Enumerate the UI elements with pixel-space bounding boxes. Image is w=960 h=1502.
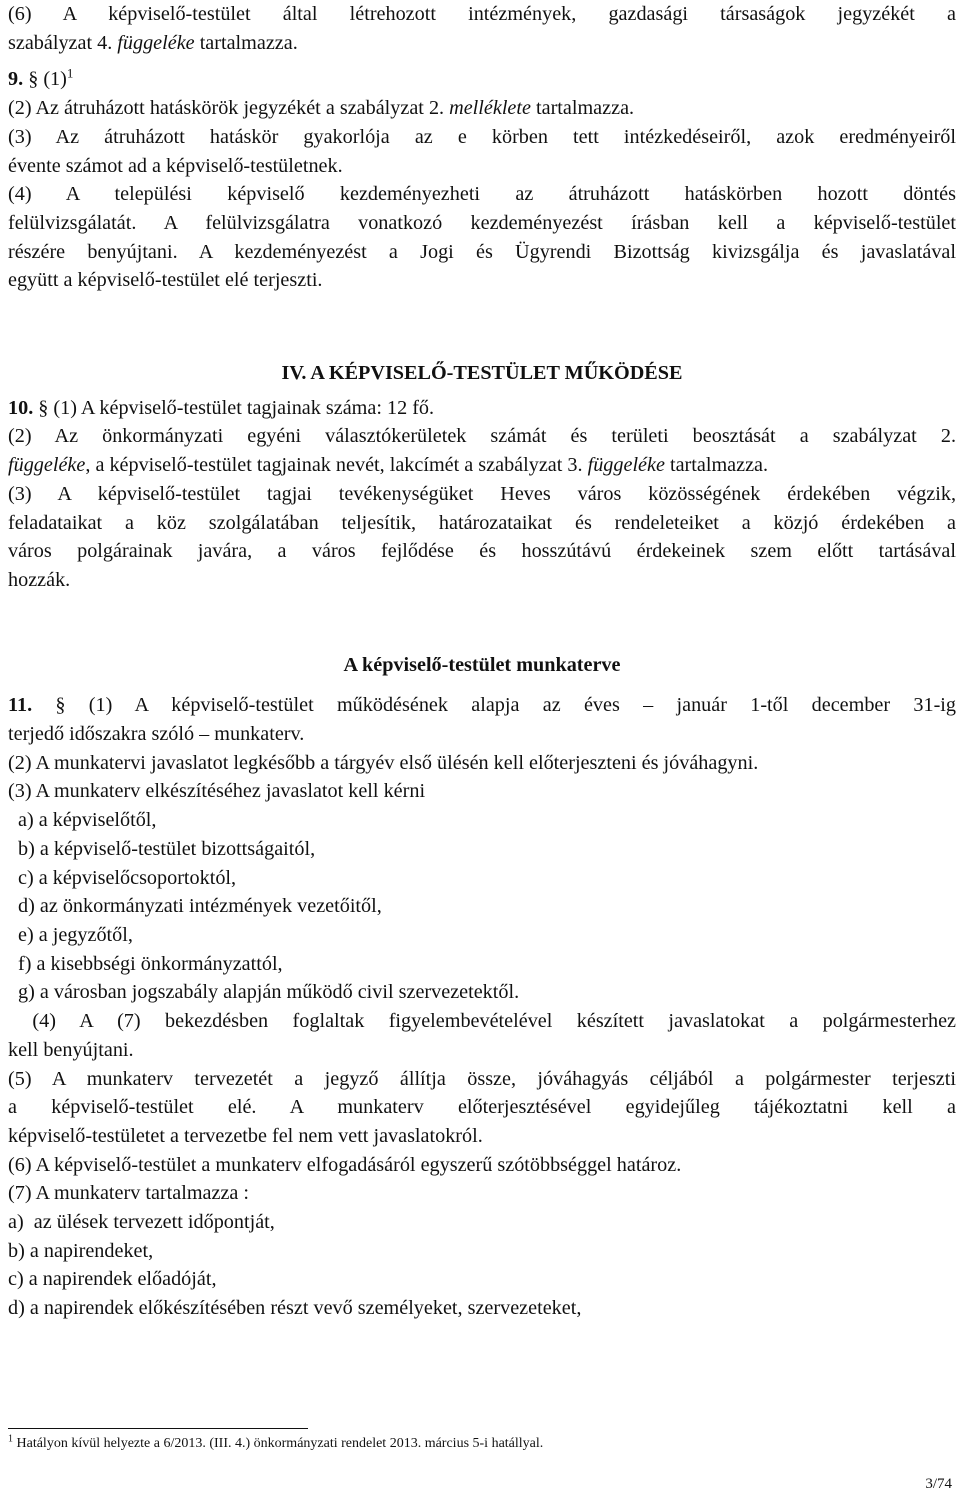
section-9-paragraph-2: (2) Az átruházott hatáskörök jegyzékét a szabályzat 2. melléklete tartalmazza.: [8, 97, 635, 120]
section-10-paragraph-3-line: hozzák.: [8, 568, 71, 591]
section-11-paragraph-1-line: terjedő időszakra szóló – munkaterv.: [8, 723, 305, 746]
section-11-paragraph-5-line: képviselő-testületet a tervezetbe fel nem vett javaslatokról.: [8, 1124, 483, 1147]
section-11-paragraph-5-line: (5) A munkaterv tervezetét a jegyző állítja össze, jóváhagyás céljából a polgármester terjeszti: [8, 1067, 956, 1090]
chapter-heading: IV. A KÉPVISELŐ-TESTÜLET MŰKÖDÉSE: [281, 362, 683, 385]
list-item: d) az önkormányzati intézmények vezetőitől,: [18, 895, 382, 918]
list-item: a) a képviselőtől,: [18, 809, 157, 832]
section-10-paragraph-1: 10. § (1) A képviselő-testület tagjainak száma: 12 fő.: [8, 396, 435, 419]
page-number: 3/74: [925, 1476, 952, 1492]
section-11-paragraph-2: (2) A munkatervi javaslatot legkésőbb a tárgyév első ülésén kell előterjeszteni és jóváhagyni.: [8, 751, 759, 774]
footnote: $^1$ Hatályon kívül helyezte a 6/2013. (III. 4.) önkormányzati rendelet 2013. március 5-i hatállyal.: [8, 1433, 544, 1451]
list-item: a) az ülések tervezett időpontját,: [8, 1211, 275, 1234]
footnote-ref[interactable]: 1: [66, 65, 74, 81]
list-item: c) a napirendek előadóját,: [8, 1268, 217, 1291]
list-item: f) a kisebbségi önkormányzattól,: [18, 952, 283, 975]
section-9-paragraph-3-line: évente számot ad a képviselő-testületnek.: [8, 154, 343, 177]
section-10-paragraph-3-line: (3) A képviselő-testület tagjai tevékenységüket Heves város közösségének érdekében végzik,: [8, 482, 956, 505]
subheading: A képviselő-testület munkaterve: [343, 653, 621, 676]
paragraph-6-line: (6) A képviselő-testület által létrehozott intézmények, gazdasági társaságok jegyzékét a: [8, 3, 956, 25]
section-10-paragraph-3-line: feladataikat a köz szolgálatában teljesítik, határozataikat és rendeleteiket a közjó érdekében a: [8, 511, 956, 534]
section-11-paragraph-1-line: 11. § (1) A képviselő-testület működésének alapja az éves – január 1-től december 31-ig: [8, 694, 957, 717]
section-9-heading: 9. § $(1)^1$: [8, 65, 74, 91]
section-9-paragraph-4-line: részére benyújtani. A kezdeményezést a Jogi és Ügyrendi Bizottság kivizsgálja és javaslatával: [8, 240, 956, 263]
section-9-paragraph-4-line: felülvizsgálatát. A felülvizsgálatra vonatkozó kezdeményezést írásban kell a képviselő-testület: [8, 211, 956, 234]
list-item: b) a képviselő-testület bizottságaitól,: [18, 837, 316, 860]
footnote-separator: [8, 1428, 308, 1429]
list-item: g) a városban jogszabály alapján működő civil szervezetektől.: [18, 981, 520, 1004]
document-page: [8, 0, 956, 1323]
section-11-paragraph-7: (7) A munkaterv tartalmazza :: [8, 1182, 250, 1205]
section-11-paragraph-6: (6) A képviselő-testület a munkaterv elfogadásáról egyszerű szótöbbséggel határoz.: [8, 1153, 682, 1176]
list-item: b) a napirendeket,: [8, 1239, 154, 1262]
section-10-paragraph-3-line: város polgárainak javára, a város fejlődése és hosszútávú érdekeinek szem előtt tartásával: [8, 540, 956, 563]
list-item: c) a képviselőcsoportoktól,: [18, 866, 237, 889]
section-11-paragraph-4-line: kell benyújtani.: [8, 1038, 134, 1061]
section-10-paragraph-2-line: függeléke, a képviselő-testület tagjainak nevét, lakcímét a szabályzat 3. függeléke tartalmazza.: [8, 454, 769, 477]
section-11-paragraph-5-line: a képviselő-testület elé. A munkaterv előterjesztésével egyidejűleg tájékoztatni kell a: [8, 1096, 956, 1119]
section-9-paragraph-3-line: (3) Az átruházott hatáskör gyakorlója az e körben tett intézkedéseiről, azok eredményeiről: [8, 125, 956, 148]
section-9-paragraph-4-line: (4) A települési képviselő kezdeményezheti az átruházott hatáskörben hozott döntés: [8, 183, 956, 206]
section-9-paragraph-4-line: együtt a képviselő-testület elé terjeszti.: [8, 269, 323, 292]
section-11-paragraph-3: (3) A munkaterv elkészítéséhez javaslatot kell kérni: [8, 780, 426, 803]
list-item: e) a jegyzőtől,: [18, 923, 133, 946]
paragraph-6-line: szabályzat 4. függeléke tartalmazza.: [8, 31, 298, 54]
section-10-paragraph-2-line: (2) Az önkormányzati egyéni választókerületek számát és területi beosztását a szabályzat 2.: [8, 425, 956, 448]
section-11-paragraph-4-line: (4) A (7) bekezdésben foglaltak figyelembevételével készített javaslatokat a polgármesterhez: [8, 1010, 956, 1033]
list-item: d) a napirendek előkészítésében részt vevő személyeket, szervezeteket,: [8, 1297, 582, 1320]
